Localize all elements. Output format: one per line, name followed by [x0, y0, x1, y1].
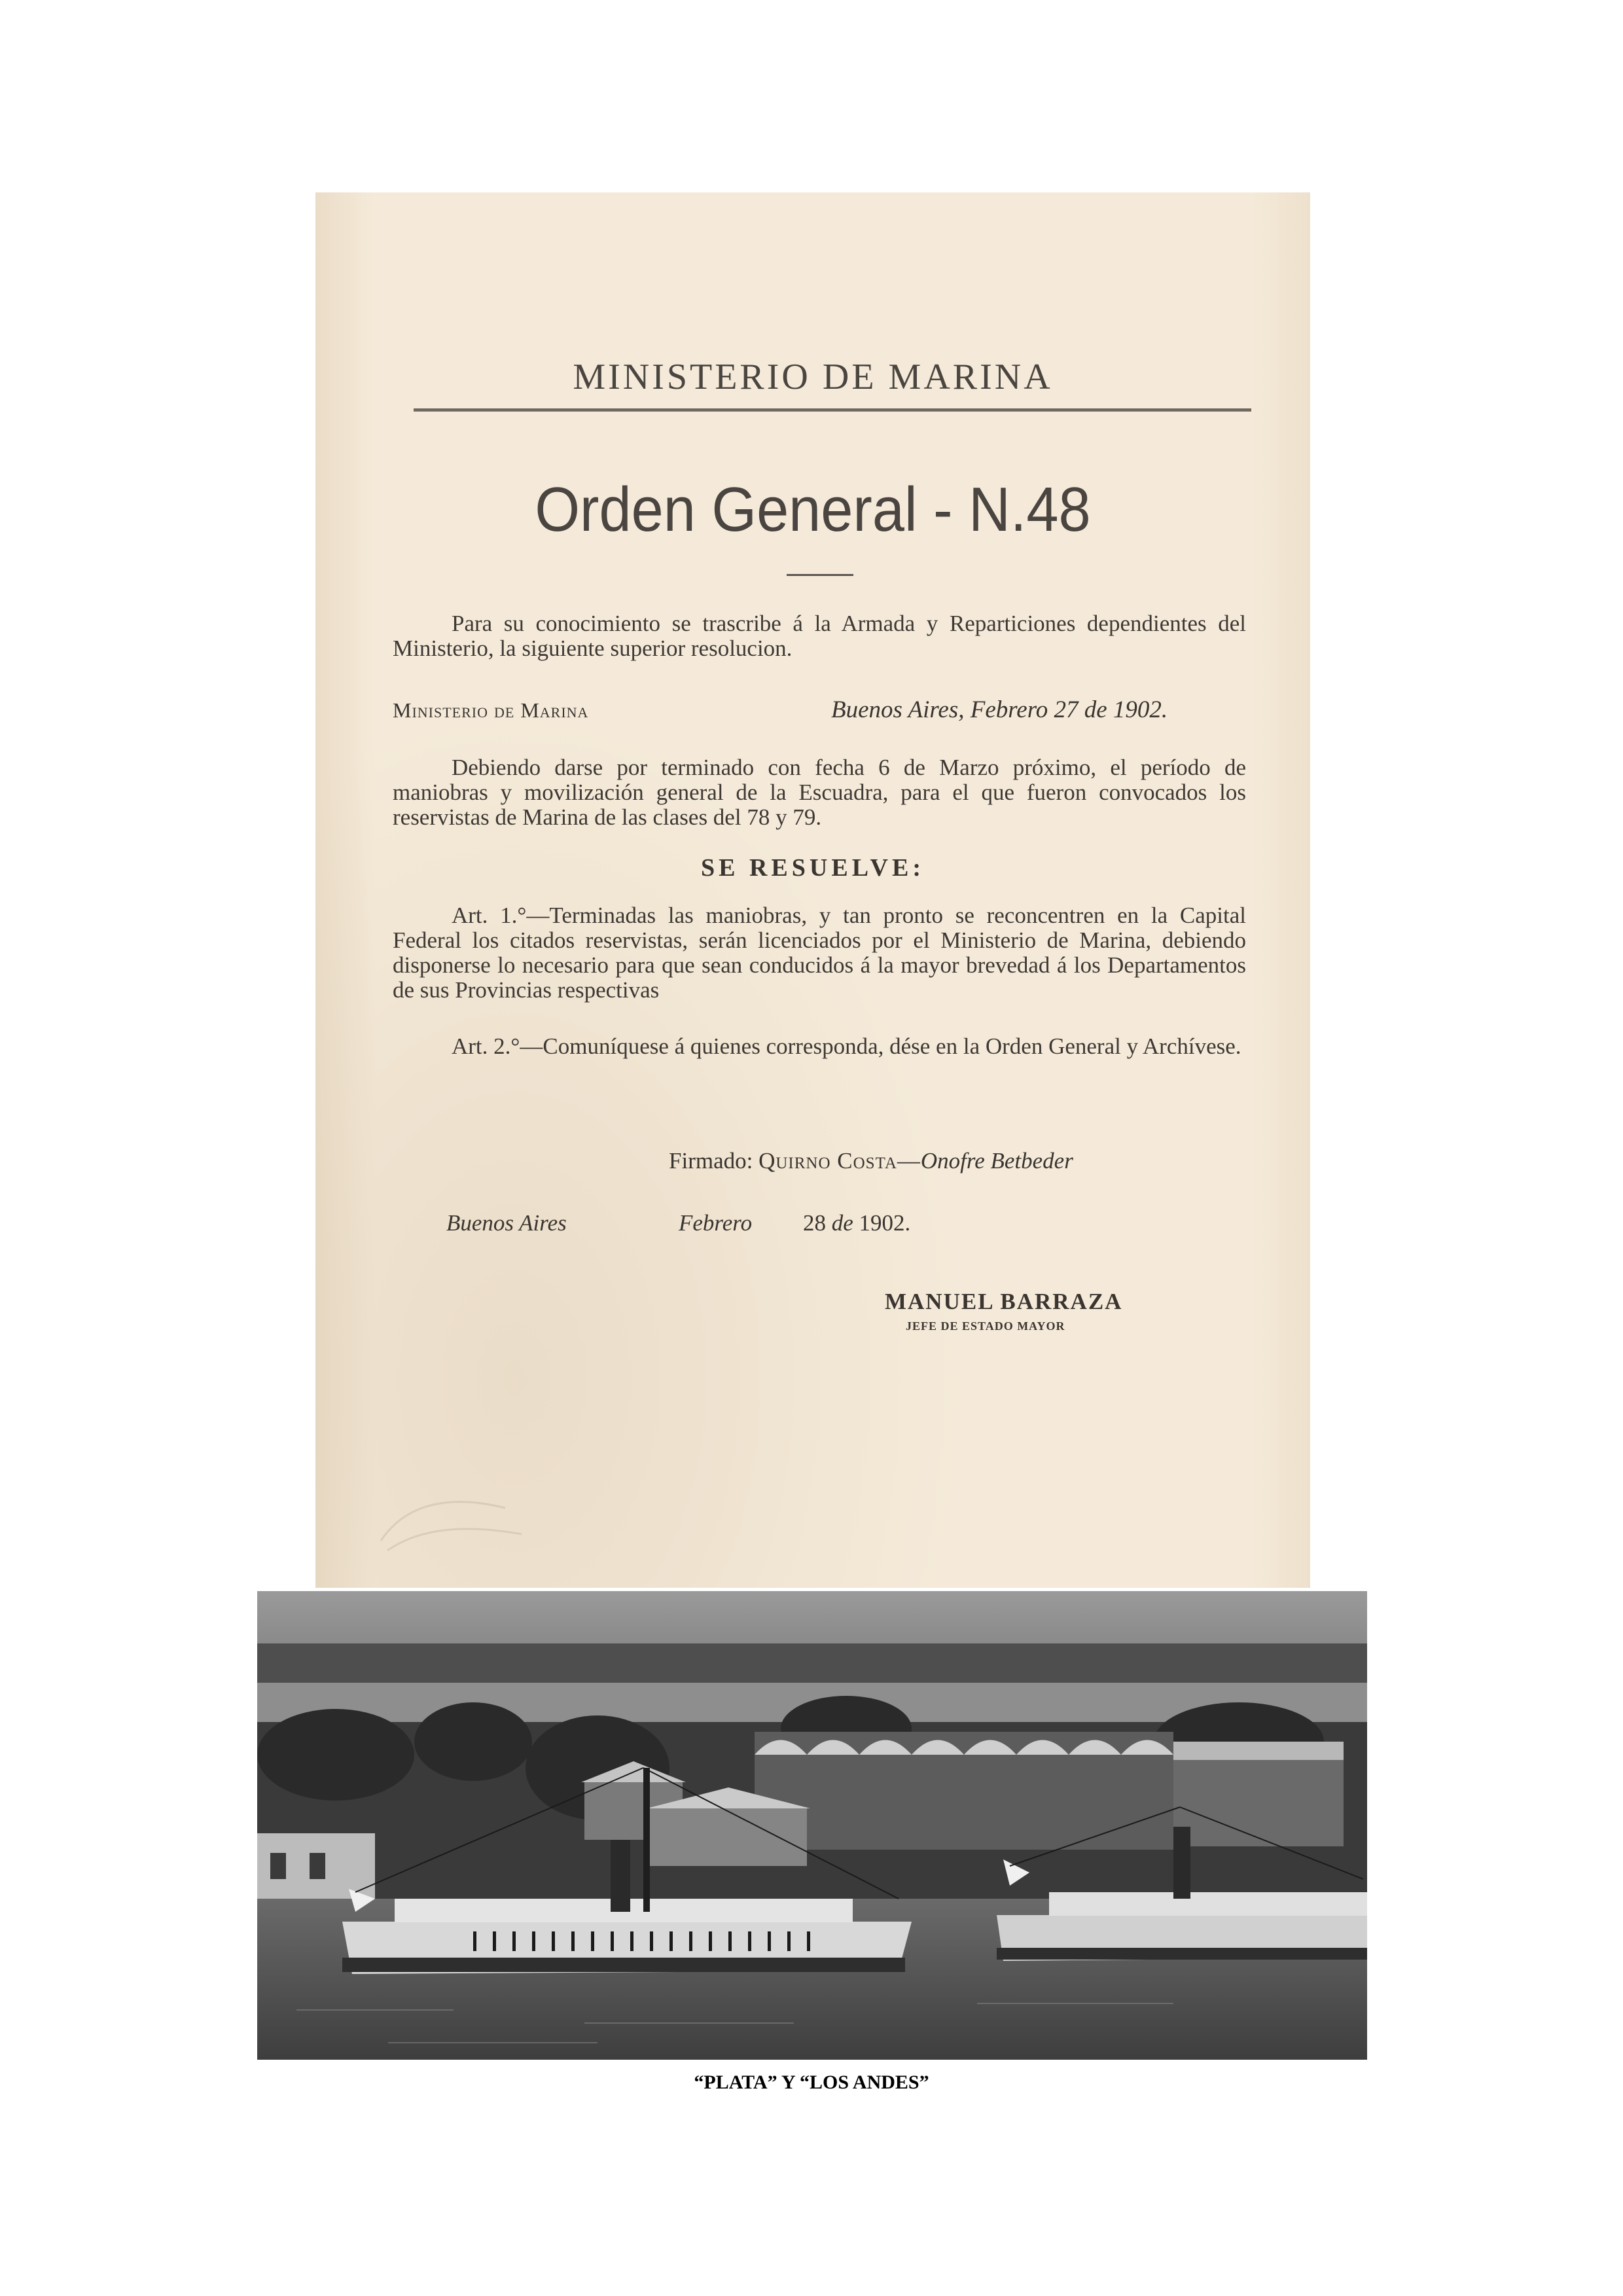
faint-stamp	[374, 1488, 531, 1560]
signed-names-italic: Onofre Betbeder	[920, 1148, 1073, 1174]
title-rule	[787, 574, 853, 576]
dateline	[393, 698, 1246, 723]
place-year: 1902.	[859, 1210, 911, 1236]
ships-photograph-drawing	[257, 1591, 1367, 2060]
place-day: 28	[803, 1210, 826, 1236]
photo-caption: “PLATA” Y “LOS ANDES”	[694, 2072, 929, 2093]
resolves-heading: SE RESUELVE:	[701, 854, 925, 882]
far-bank	[257, 1643, 1367, 1683]
article-1: Art. 1.°—Terminadas las maniobras, y tan pronto se reconcentren en la Capital Federal los citados reservistas, serán licenciados por el Ministerio de Marina, debiendo disponerse lo necesario para que sean conducidos á la mayor brevedad á los Departamentos de sus Provincias respectivas	[393, 903, 1246, 1003]
arched-sheds	[755, 1732, 1344, 1850]
ministry-header: MINISTERIO DE MARINA	[573, 357, 1053, 397]
signer-title: JEFE DE ESTADO MAYOR	[906, 1319, 1065, 1333]
signed-names: Quirno Costa—	[758, 1148, 921, 1174]
dateline-date: Buenos Aires, Febrero 27 de 1902.	[831, 696, 1168, 723]
preamble-paragraph: Debiendo darse por terminado con fecha 6 de Marzo próximo, el período de maniobras y movilización general de la Escuadra, para el que fueron convocados los reservistas de Marina de las clases del 78 y 79.	[393, 755, 1246, 830]
ships-photograph	[257, 1591, 1367, 2060]
sky	[257, 1591, 1367, 1643]
signed-label: Firmado:	[669, 1148, 753, 1174]
document-title: Orden General - N.48	[535, 475, 1091, 545]
place: Buenos Aires	[446, 1210, 567, 1236]
place-date	[803, 1210, 910, 1236]
dateline-office: Ministerio de Marina	[393, 698, 589, 722]
place-de: de	[831, 1210, 853, 1236]
header-rule	[414, 408, 1251, 412]
article-2: Art. 2.°—Comuníquese á quienes corresponda, dése en la Orden General y Archívese.	[452, 1033, 1241, 1059]
signed-line	[669, 1148, 1073, 1174]
signer-name: MANUEL BARRAZA	[885, 1289, 1123, 1314]
intro-paragraph: Para su conocimiento se trascribe á la Armada y Reparticiones dependientes del Ministerio, la siguiente superior resolucion.	[393, 611, 1246, 661]
decree-sheet	[315, 192, 1310, 1588]
place-month: Febrero	[679, 1210, 753, 1236]
